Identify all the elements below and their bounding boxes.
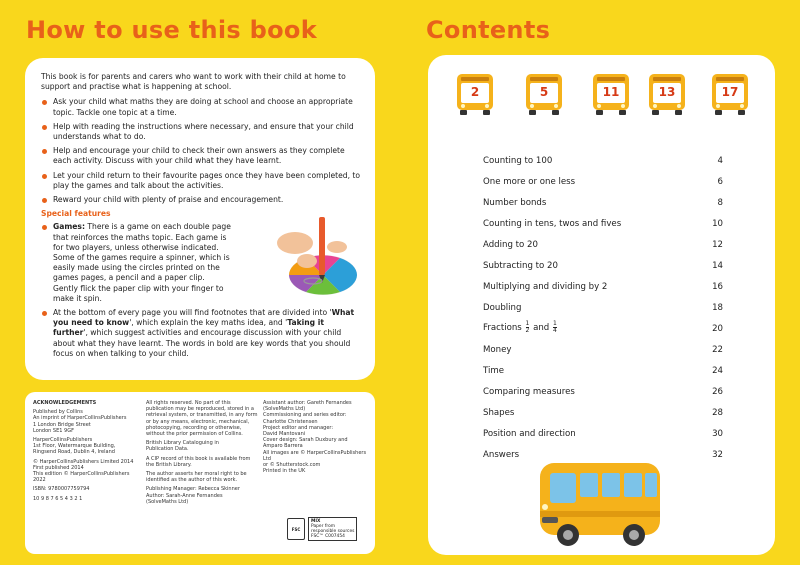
fsc-text: Paper from responsible sources [311, 524, 355, 534]
contents-item[interactable] [483, 320, 723, 336]
contents-item-page: 10 [712, 219, 723, 229]
isbn: ISBN: 9780007759794 [33, 486, 90, 493]
contents-item-label [483, 450, 519, 460]
contents-item[interactable] [483, 345, 723, 357]
footnote-bold-what: What you need to know [53, 308, 355, 328]
contents-item-page: 4 [717, 156, 723, 166]
fsc-label [308, 517, 357, 541]
contents-item[interactable] [483, 177, 723, 189]
ack-text: Published by Collins An imprint of HarperCollinsPublishers 1 London Bridge Street London SE1 9GF [33, 409, 127, 434]
contents-item-text: Counting to 100 [483, 156, 553, 166]
intro-text: This book is for parents and carers who want to work with their child at home to support and practise what is happening at school. [41, 72, 346, 92]
ack-text: HarperCollinsPublishers 1st Floor, Watermarque Building, Ringsend Road, Dublin 4, Ireland [33, 437, 116, 456]
ack-text: © HarperCollinsPublishers Limited 2014 First published 2014 This edition © HarperCollinsPublishers 2022 [33, 458, 134, 484]
contents-item-page: 24 [712, 366, 723, 376]
contents-item-text: Time [483, 366, 505, 376]
contents-item-label [483, 282, 607, 292]
tips-list [41, 97, 361, 205]
fraction-numerator: 1 [525, 320, 530, 327]
contents-item-text: Fractions [483, 323, 522, 333]
spinner-illustration [265, 213, 361, 305]
games-feature [41, 222, 231, 304]
contents-item-label [483, 240, 538, 250]
fraction-and: and [533, 323, 550, 333]
contents-item-text: Multiplying and dividing by 2 [483, 282, 608, 292]
ack-text: The author asserts her moral right to be identified as the author of this work. [146, 471, 247, 484]
contents-item-label [483, 219, 621, 229]
footnote-text: At the bottom of every page you will find footnotes that are divided into ' [53, 308, 332, 318]
contents-item[interactable] [483, 240, 723, 252]
contents-item-page: 26 [712, 387, 723, 397]
contents-item-page: 8 [717, 198, 723, 208]
contents-item-label [483, 387, 575, 397]
games-description: There is a game on each double page that reinforces the maths topic. Each game is for two players, unless otherwise indicated. Some of the games require a spinner, which is easily made using the circles printed on the games pages, a pencil and a paper clip. Gently flick the paper clip with your finger to make it spin. [53, 222, 231, 303]
contents-item-page: 18 [712, 303, 723, 313]
contents-item-page: 20 [712, 324, 723, 334]
contents-item[interactable] [483, 408, 723, 420]
fsc-mix: MIX [311, 519, 321, 524]
how-to-use-title: How to use this book [26, 16, 317, 44]
contents-item-text: Number bonds [483, 198, 547, 208]
contents-item-page: 30 [712, 429, 723, 439]
contents-item-page: 14 [712, 261, 723, 271]
fraction-quarter [553, 321, 557, 334]
contents-item-page: 16 [712, 282, 723, 292]
contents-item-label [483, 321, 558, 334]
tip-item: Help and encourage your child to check their own answers as they complete each activity. Discuss with your child what they have learnt. [41, 146, 361, 166]
tip-item: Reward your child with plenty of praise and encouragement. [41, 195, 361, 205]
contents-item-label [483, 156, 552, 166]
contents-item-text: Position and direction [483, 429, 576, 439]
ack-text: British Library Cataloguing in Publication Data. [146, 440, 219, 453]
contents-item-page: 12 [712, 240, 723, 250]
bus-number-icon [592, 72, 630, 116]
ack-title: ACKNOWLEDGEMENTS [33, 400, 97, 406]
tip-item: Help with reading the instructions where necessary, and ensure that your child understands what to do. [41, 122, 361, 142]
fsc-tree-icon: FSC [287, 518, 305, 540]
contents-item-label [483, 198, 546, 208]
contents-item-page: 28 [712, 408, 723, 418]
ack-column-3 [263, 400, 371, 477]
contents-item-text: Shapes [483, 408, 515, 418]
bus-number-icon [648, 72, 686, 116]
fsc-code: FSC™ C007454 [311, 534, 345, 539]
contents-item[interactable] [483, 282, 723, 294]
tip-item: Let your child return to their favourite pages once they have been completed, to play the games and talk about the activities. [41, 171, 361, 191]
bus-number-icon [525, 72, 563, 116]
contents-item-label [483, 408, 514, 418]
contents-item[interactable] [483, 429, 723, 441]
bus-number: 11 [602, 85, 620, 99]
ack-column-2 [146, 400, 258, 508]
ack-text: Publishing Manager: Rebecca Skinner Author: Sarah-Anne Fernandes (SolveMaths Ltd) [146, 486, 240, 505]
ack-text: Assistant author: Gareth Fernandes (SolveMaths Ltd) Commissioning and series editor: Charlotte Christensen Project editor and manager: David Mantovani Cover design: Sarah Duxbury and Amparo Barrera All images are © HarperCollinsPublishers Ltd or © Shutterstock.com Printed in the UK [263, 400, 367, 475]
bus-number-icon [456, 72, 494, 116]
contents-item-label [483, 261, 558, 271]
contents-item[interactable] [483, 303, 723, 315]
contents-item[interactable] [483, 366, 723, 378]
contents-item[interactable] [483, 261, 723, 273]
ack-text: A CIP record of this book is available from the British Library. [146, 455, 251, 468]
contents-item-text: Counting in tens, twos and fives [483, 219, 622, 229]
contents-item-page: 6 [717, 177, 723, 187]
contents-title: Contents [426, 16, 551, 44]
contents-item-label [483, 429, 576, 439]
bus-number: 2 [470, 85, 480, 99]
contents-item-label [483, 366, 504, 376]
contents-item-label [483, 177, 575, 187]
bus-number-icon [711, 72, 749, 116]
games-lead: Games: [53, 222, 85, 232]
special-features-heading: Special features [41, 209, 111, 219]
school-bus-illustration [536, 455, 664, 550]
footnote-text: ', which explain the key maths idea, and ' [129, 318, 288, 328]
contents-item-text: Doubling [483, 303, 522, 313]
footnote-text: ', which suggest activities and encourage discussion with your child about what they have learnt. The words in bold are key words that you should focus on when talking to your child. [53, 328, 351, 358]
contents-item-text: Adding to 20 [483, 240, 538, 250]
ack-column-1 [33, 400, 141, 505]
contents-item-text: Answers [483, 450, 520, 460]
tip-item: Ask your child what maths they are doing at school and choose an appropriate topic. Tackle one topic at a time. [41, 97, 361, 117]
contents-item-label [483, 345, 512, 355]
contents-item[interactable] [483, 219, 723, 231]
contents-item-text: Subtracting to 20 [483, 261, 558, 271]
footnote-bold-taking: Taking it further [53, 318, 324, 338]
acknowledgements-panel [25, 392, 375, 554]
fsc-logo [287, 517, 357, 541]
contents-item-page: 32 [712, 450, 723, 460]
contents-item[interactable] [483, 198, 723, 210]
bus-number: 17 [721, 85, 739, 99]
contents-item-text: Comparing measures [483, 387, 575, 397]
print-line: 10 9 8 7 6 5 4 3 2 1 [33, 495, 83, 502]
bus-number: 13 [658, 85, 676, 99]
contents-item-text: One more or one less [483, 177, 576, 187]
contents-item-page: 22 [712, 345, 723, 355]
contents-panel [428, 55, 775, 555]
fraction-half [526, 321, 530, 334]
footnotes-feature [41, 308, 361, 359]
fraction-numerator: 1 [552, 320, 557, 327]
contents-item[interactable] [483, 387, 723, 399]
bus-number: 5 [539, 85, 549, 99]
ack-text: All rights reserved. No part of this publication may be reproduced, stored in a retrieval system, or transmitted, in any form or by any means, electronic, mechanical, photocopying, recording or otherwise, without the prior permission of Collins. [146, 400, 258, 438]
how-to-use-panel [25, 58, 375, 380]
fraction-denominator: 2 [525, 327, 530, 334]
fraction-denominator: 4 [552, 327, 557, 334]
contents-item-label [483, 303, 521, 313]
contents-item[interactable] [483, 156, 723, 168]
contents-item-text: Money [483, 345, 512, 355]
